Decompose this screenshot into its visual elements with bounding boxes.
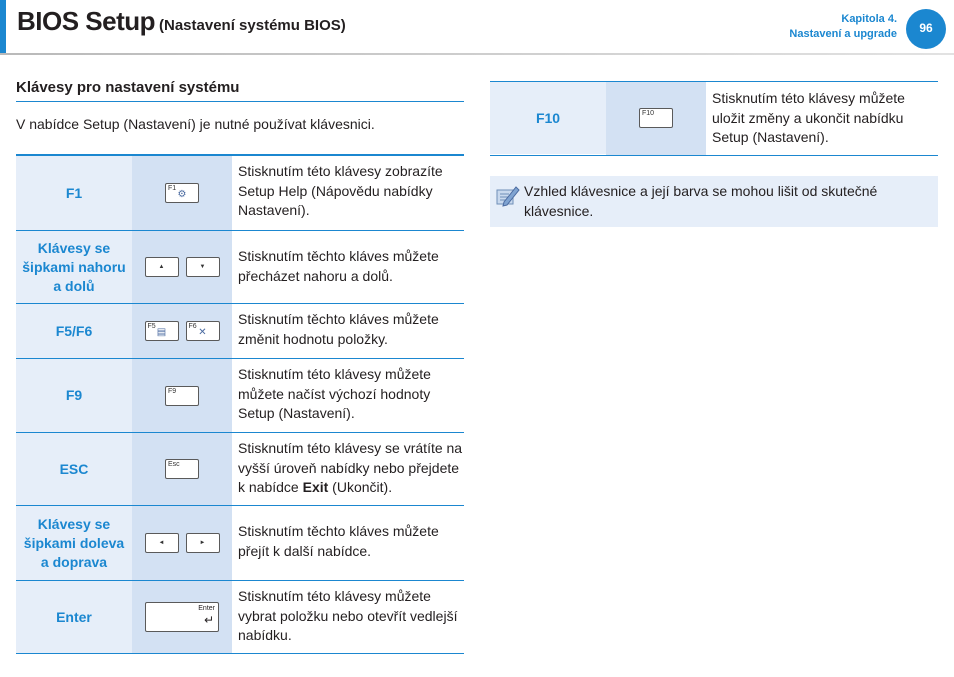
chapter-label: Kapitola 4. [841,13,897,25]
keycap-image [132,506,232,580]
key-name: ESC [16,433,132,505]
header-accent-bar [0,0,6,54]
key-row-enter [16,581,464,654]
header-divider [0,53,954,55]
key-name: Klávesy se šipkami doleva a doprava [16,506,132,580]
note-box [490,176,938,227]
left-arrow-keycap [145,533,179,553]
keycap-image [132,581,232,653]
f9-keycap: F9 [165,386,199,406]
left-arrow-icon: ◄ [158,540,165,546]
up-arrow-keycap [145,257,179,277]
key-name: Klávesy se šipkami nahoru a dolů [16,231,132,303]
key-name: F1 [16,156,132,230]
page-title-subtitle: (Nastavení systému BIOS) [159,17,346,34]
keycap-image [132,156,232,230]
keycap-image [132,231,232,303]
key-row-left-right [16,506,464,581]
intro-text: V nabídce Setup (Nastavení) je nutné používat klávesnici. [16,116,375,132]
key-description: Stisknutím této klávesy můžete vybrat položku nebo otevřít vedlejší nabídku. [238,588,458,643]
key-name: F5/F6 [16,304,132,358]
display-icon: ▤ [156,327,167,338]
key-description: Stisknutím těchto kláves můžete změnit hodnotu položky. [238,311,439,347]
key-row-up-down [16,231,464,304]
keycap-image [132,433,232,505]
key-description: Stisknutím této klávesy zobrazíte Setup Help (Nápovědu nabídky Nastavení). [238,163,443,218]
key-name: F10 [490,82,606,154]
enter-arrow-icon: ↵ [203,613,214,627]
down-arrow-keycap [186,257,220,277]
key-description: Stisknutím těchto kláves můžete přecházet nahoru a dolů. [238,248,439,284]
key-description: Stisknutím této klávesy můžete uložit změny a ukončit nabídku Setup (Nastavení). [712,90,905,145]
f1-keycap: F1 ⚙ [165,183,199,203]
key-row-f9 [16,359,464,433]
keycap-image [132,304,232,358]
down-arrow-icon: ▼ [199,264,206,270]
chapter-info [789,12,897,42]
key-name: F9 [16,359,132,432]
note-text: Vzhled klávesnice a její barva se mohou lišit od skutečné klávesnice. [524,183,878,219]
page-title [17,6,346,37]
note-pencil-icon [490,176,524,227]
f10-keycap: F10 [639,108,673,128]
right-arrow-keycap [186,533,220,553]
right-arrow-icon: ► [199,540,206,546]
key-description: Stisknutím těchto kláves můžete přejít k další nabídce. [238,523,439,559]
page-title-main: BIOS Setup [17,6,156,36]
up-arrow-icon: ▲ [158,264,165,270]
section-heading: Klávesy pro nastavení systému [16,79,464,102]
key-row-f5-f6 [16,304,464,359]
f5-keycap: F5 ▤ [145,321,179,341]
chapter-title: Nastavení a upgrade [789,28,897,40]
key-name: Enter [16,581,132,653]
keycap-image [132,359,232,432]
page-number-badge: 96 [906,9,946,49]
key-row-f10 [490,81,938,156]
key-description: Stisknutím této klávesy můžete můžete načíst výchozí hodnoty Setup (Nastavení). [238,366,431,421]
enter-keycap: Enter ↵ [145,602,219,632]
key-table [16,154,464,654]
key-row-esc [16,433,464,506]
mute-icon: ✕ [198,327,207,338]
f6-keycap: F6 ✕ [186,321,220,341]
help-icon: ⚙ [177,189,187,200]
key-row-f1 [16,156,464,231]
key-description: Stisknutím této klávesy se vrátíte na vyšší úroveň nabídky nebo přejdete k nabídce Exit (Ukončit). [238,440,463,495]
keycap-image [606,82,706,155]
esc-keycap: Esc [165,459,199,479]
